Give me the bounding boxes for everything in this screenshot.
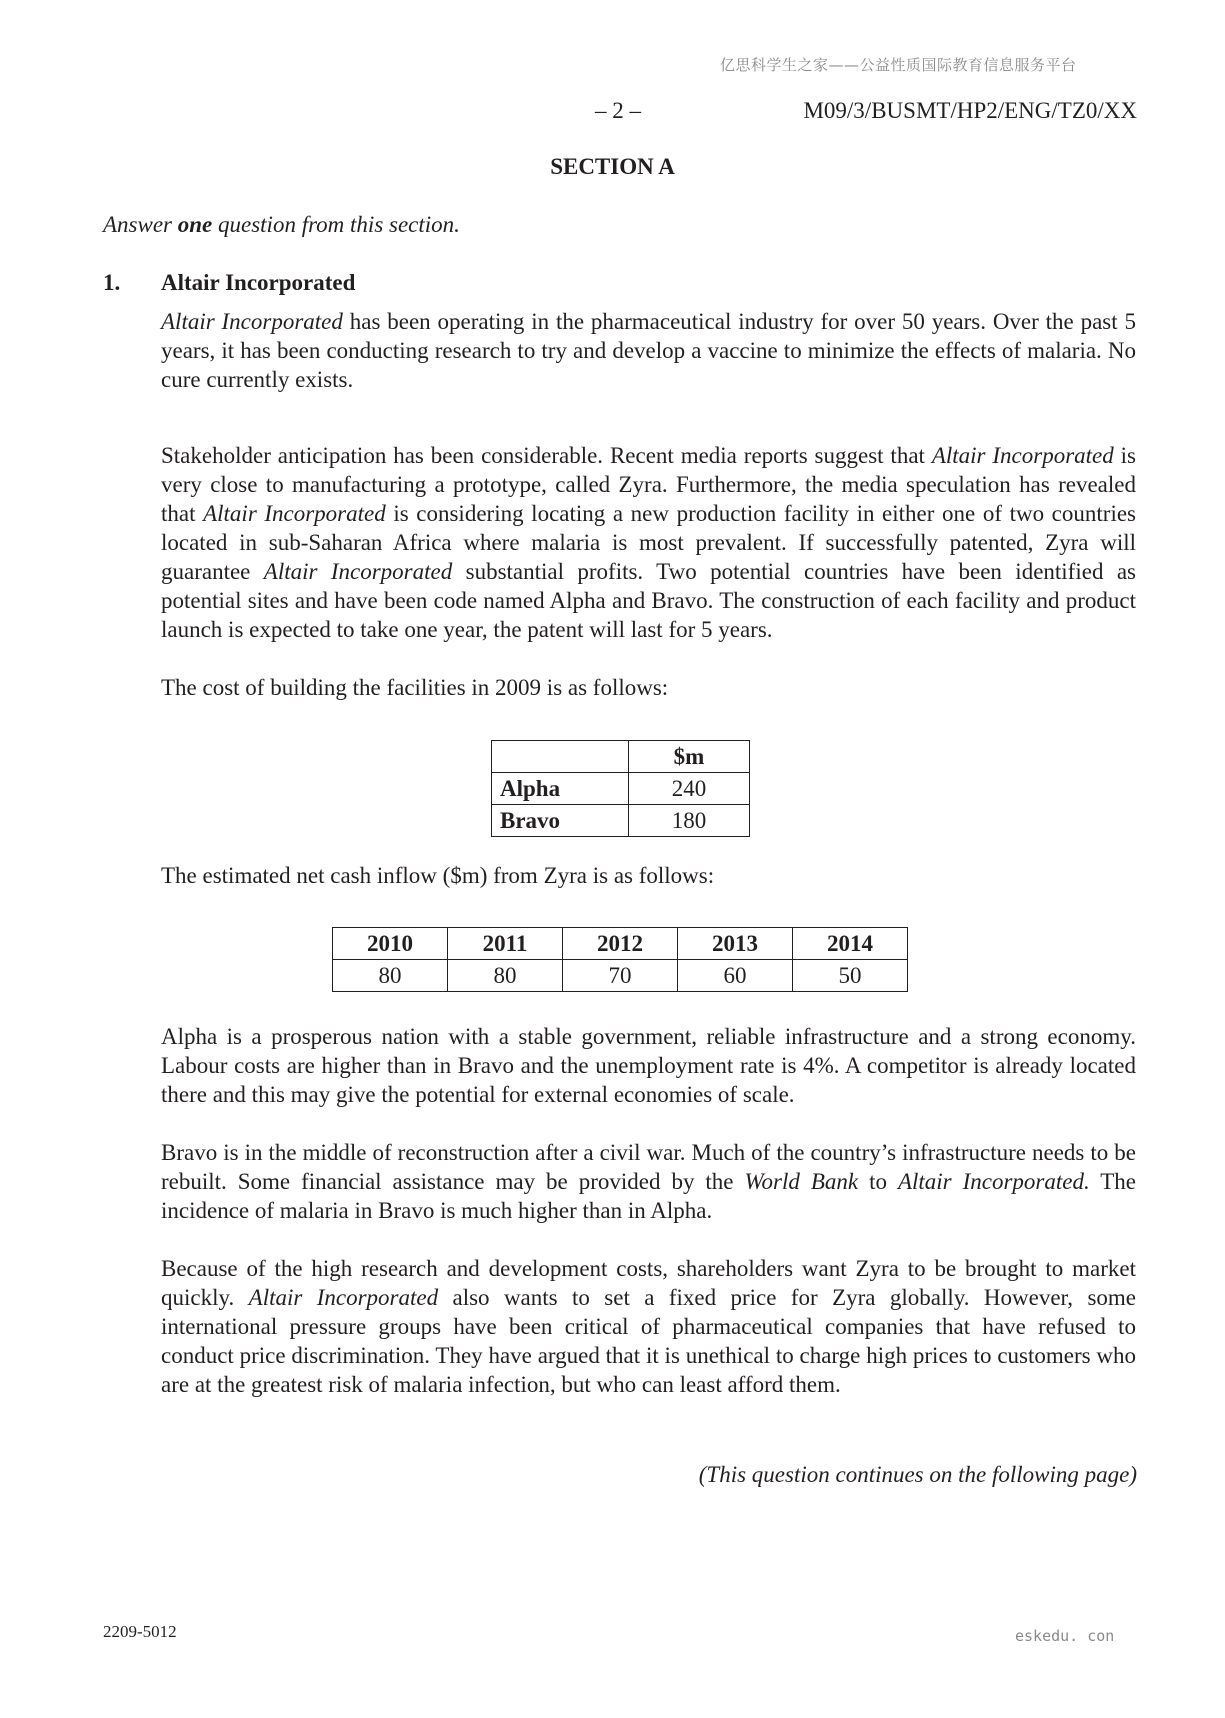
table-header-cell: 2011	[448, 928, 563, 960]
table-row	[492, 773, 750, 805]
section-title: SECTION A	[550, 154, 675, 179]
bank-name: World Bank	[744, 1169, 859, 1194]
watermark-top-text: 亿思科学生之家——公益性质国际教育信息服务平台	[720, 56, 1077, 74]
table-cell-empty	[492, 741, 629, 773]
table-cell: 80	[448, 960, 563, 992]
instruction-line	[103, 212, 460, 238]
cost-table	[491, 740, 750, 837]
paragraph-text: Stakeholder anticipation has been considerable. Recent media reports suggest that	[161, 443, 932, 468]
continues-note: (This question continues on the following page)	[698, 1462, 1137, 1487]
company-name: Altair Incorporated.	[897, 1169, 1090, 1194]
cashflow-table	[332, 927, 908, 992]
table-header-row	[333, 928, 908, 960]
question-title: Altair Incorporated	[161, 270, 356, 295]
instruction-post: question from this section.	[212, 212, 460, 237]
table-cell: 180	[629, 805, 750, 837]
table-cell: 80	[333, 960, 448, 992]
company-name: Altair Incorporated	[263, 559, 453, 584]
company-name: Altair Incorporated	[161, 309, 343, 334]
table-cell: 240	[629, 773, 750, 805]
table-header-cell: 2010	[333, 928, 448, 960]
paragraph-text: Bravo is in the middle of reconstruction after a civil war. Much of the country’s infrastructure needs to be rebuilt. Some financial assistance may be provided by the	[161, 1140, 1136, 1194]
question-number: 1.	[103, 270, 121, 295]
table-row	[492, 805, 750, 837]
paragraph-text: Because of the high research and development costs, shareholders want Zyra to be brought to market quickly.	[161, 1256, 1136, 1310]
table-header-cell: $m	[629, 741, 750, 773]
paragraph-alpha: Alpha is a prosperous nation with a stable government, reliable infrastructure and a strong economy. Labour costs are higher than in Bravo and the unemployment rate is 4%. A competitor is already located there and this may give the potential for external economies of scale.	[161, 1024, 1136, 1107]
table-header-cell: 2012	[563, 928, 678, 960]
watermark-bottom-text: eskedu. con	[1015, 1627, 1115, 1645]
table-cell: 50	[793, 960, 908, 992]
table-header-cell: 2014	[793, 928, 908, 960]
paragraph-cost-intro: The cost of building the facilities in 2009 is as follows:	[161, 675, 669, 700]
paper-code: M09/3/BUSMT/HP2/ENG/TZ0/XX	[803, 98, 1137, 123]
table-row-label: Bravo	[492, 805, 629, 837]
paragraph-pricing	[161, 1254, 1136, 1399]
page-number: – 2 –	[595, 98, 641, 123]
instruction-emphasis: one	[177, 212, 213, 237]
table-row-label: Alpha	[492, 773, 629, 805]
paragraph-cashflow-intro: The estimated net cash inflow ($m) from Zyra is as follows:	[161, 863, 715, 888]
paragraph-text: substantial profits. Two potential countries have been identified as potential sites and have been code named Alpha and Bravo. The construction of each facility and product launch is expected to take one year, the patent will last for 5 years.	[161, 559, 1136, 642]
company-name: Altair Incorporated	[931, 443, 1114, 468]
company-name: Altair Incorporated	[248, 1285, 439, 1310]
paragraph-intro	[161, 307, 1136, 394]
table-cell: 60	[678, 960, 793, 992]
footer-code: 2209-5012	[103, 1622, 177, 1641]
paragraph-text: also wants to set a fixed price for Zyra globally. However, some international pressure groups have been critical of pharmaceutical companies that have refused to conduct price discrimination. They have argued that it is unethical to charge high prices to customers who are at the greatest risk of malaria infection, but who can least afford them.	[161, 1285, 1136, 1397]
paragraph-text: is considering locating a new production facility in either one of two countries located in sub-Saharan Africa where malaria is most prevalent. If successfully patented, Zyra will guarantee	[161, 501, 1136, 584]
table-row	[333, 960, 908, 992]
paragraph-stakeholders	[161, 441, 1136, 644]
paragraph-text: The incidence of malaria in Bravo is much higher than in Alpha.	[161, 1169, 1137, 1223]
paragraph-bravo	[161, 1138, 1136, 1225]
table-cell: 70	[563, 960, 678, 992]
paragraph-text: is very close to manufacturing a prototype, called Zyra. Furthermore, the media speculation has revealed that	[161, 443, 1136, 526]
paragraph-text: to	[858, 1169, 898, 1194]
company-name: Altair Incorporated	[203, 501, 386, 526]
paragraph-text: has been operating in the pharmaceutical industry for over 50 years. Over the past 5 years, it has been conducting research to try and develop a vaccine to minimize the effects of malaria. No cure currently exists.	[161, 309, 1136, 392]
table-header-cell: 2013	[678, 928, 793, 960]
instruction-pre: Answer	[103, 212, 178, 237]
table-header-row	[492, 741, 750, 773]
